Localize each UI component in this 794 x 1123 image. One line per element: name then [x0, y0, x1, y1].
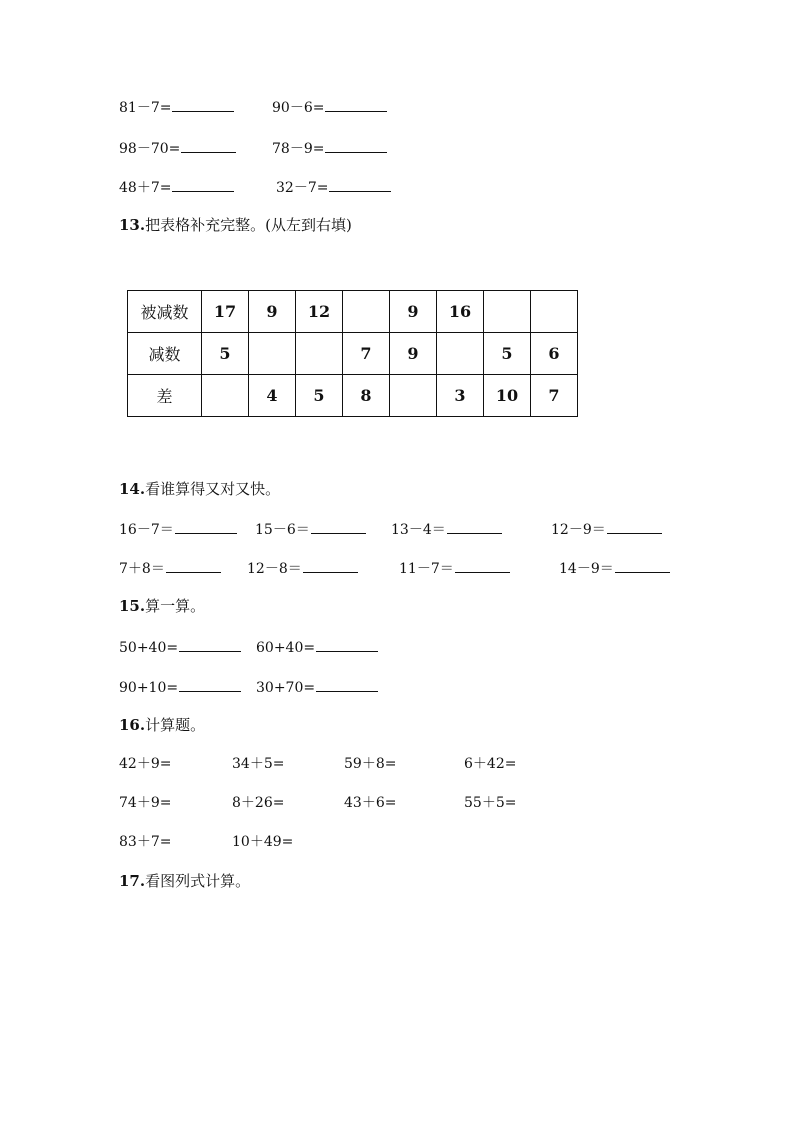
exercise-item [272, 97, 387, 117]
expression: 13－4＝ [391, 522, 446, 538]
question-number: 13. [119, 216, 146, 234]
expression: 11－7＝ [399, 561, 454, 577]
subtraction-table [127, 290, 578, 417]
expression: 78－9= [272, 141, 325, 157]
expression: 43＋6= [344, 795, 397, 811]
exercise-item [119, 519, 237, 539]
table-row [128, 291, 578, 333]
row-header: 减数 [128, 333, 202, 375]
question-number: 17. [119, 872, 146, 890]
expression: 50+40= [119, 640, 179, 656]
expression: 15－6＝ [255, 522, 310, 538]
exercise-item [464, 755, 516, 773]
expression: 10＋49= [232, 834, 294, 850]
expression: 32－7= [276, 180, 329, 196]
table-cell: 3 [437, 375, 484, 417]
table-cell-blank[interactable] [531, 291, 578, 333]
answer-blank[interactable] [181, 138, 236, 153]
table-cell: 4 [249, 375, 296, 417]
expression: 6＋42= [464, 756, 517, 772]
expression: 48＋7= [119, 180, 172, 196]
exercise-item [119, 677, 241, 697]
table-cell: 9 [390, 291, 437, 333]
answer-blank[interactable] [166, 558, 221, 573]
table-cell-blank[interactable] [202, 375, 249, 417]
exercise-item [344, 794, 396, 812]
table-cell-blank[interactable] [296, 333, 343, 375]
expression: 83＋7= [119, 834, 172, 850]
table-cell: 5 [296, 375, 343, 417]
answer-blank[interactable] [607, 519, 662, 534]
answer-blank[interactable] [172, 177, 234, 192]
exercise-item [119, 177, 234, 197]
question-title [119, 597, 205, 615]
exercise-item [344, 755, 396, 773]
answer-blank[interactable] [447, 519, 502, 534]
table-cell: 7 [531, 375, 578, 417]
expression: 34＋5= [232, 756, 285, 772]
table-cell: 9 [249, 291, 296, 333]
question-text: 计算题。 [145, 716, 206, 734]
table-cell: 16 [437, 291, 484, 333]
table-cell: 5 [484, 333, 531, 375]
answer-blank[interactable] [172, 97, 234, 112]
exercise-item [399, 558, 510, 578]
answer-blank[interactable] [179, 677, 241, 692]
answer-blank[interactable] [329, 177, 391, 192]
table-cell: 6 [531, 333, 578, 375]
exercise-item [247, 558, 358, 578]
question-text: 算一算。 [145, 597, 206, 615]
expression: 14－9＝ [559, 561, 614, 577]
table-cell: 8 [343, 375, 390, 417]
expression: 74＋9= [119, 795, 172, 811]
expression: 12－8＝ [247, 561, 302, 577]
expression: 42＋9= [119, 756, 172, 772]
answer-blank[interactable] [455, 558, 510, 573]
table-cell-blank[interactable] [437, 333, 484, 375]
expression: 7＋8＝ [119, 561, 165, 577]
question-number: 14. [119, 480, 146, 498]
exercise-item [551, 519, 662, 539]
exercise-item [119, 97, 234, 117]
expression: 55＋5= [464, 795, 517, 811]
question-number: 15. [119, 597, 146, 615]
table-row [128, 375, 578, 417]
answer-blank[interactable] [325, 97, 387, 112]
table-cell: 5 [202, 333, 249, 375]
question-title [119, 480, 280, 498]
table-cell-blank[interactable] [249, 333, 296, 375]
answer-blank[interactable] [303, 558, 358, 573]
exercise-item [559, 558, 670, 578]
exercise-item [256, 677, 378, 697]
table-cell: 7 [343, 333, 390, 375]
answer-blank[interactable] [179, 637, 241, 652]
answer-blank[interactable] [316, 677, 378, 692]
exercise-item [256, 637, 378, 657]
table-cell-blank[interactable] [484, 291, 531, 333]
exercise-item [119, 794, 171, 812]
question-text: 看图列式计算。 [145, 872, 251, 890]
expression: 16－7＝ [119, 522, 174, 538]
expression: 60+40= [256, 640, 316, 656]
table-cell-blank[interactable] [343, 291, 390, 333]
question-text: 把表格补充完整。(从左到右填) [145, 216, 352, 234]
question-title [119, 716, 205, 734]
question-title [119, 872, 250, 890]
expression: 98－70= [119, 141, 181, 157]
exercise-item [119, 755, 171, 773]
exercise-item [272, 138, 387, 158]
table-cell-blank[interactable] [390, 375, 437, 417]
expression: 90－6= [272, 100, 325, 116]
exercise-item [119, 637, 241, 657]
answer-blank[interactable] [325, 138, 387, 153]
expression: 30+70= [256, 680, 316, 696]
table-cell: 12 [296, 291, 343, 333]
expression: 12－9＝ [551, 522, 606, 538]
row-header: 差 [128, 375, 202, 417]
exercise-item [232, 794, 284, 812]
answer-blank[interactable] [175, 519, 237, 534]
answer-blank[interactable] [316, 637, 378, 652]
answer-blank[interactable] [311, 519, 366, 534]
exercise-item [119, 138, 236, 158]
exercise-item [391, 519, 502, 539]
expression: 8＋26= [232, 795, 285, 811]
exercise-item [276, 177, 391, 197]
expression: 81－7= [119, 100, 172, 116]
answer-blank[interactable] [615, 558, 670, 573]
question-title [119, 216, 352, 234]
expression: 59＋8= [344, 756, 397, 772]
exercise-item [464, 794, 516, 812]
table-cell: 9 [390, 333, 437, 375]
row-header: 被减数 [128, 291, 202, 333]
exercise-item [119, 833, 171, 851]
question-number: 16. [119, 716, 146, 734]
table-cell: 10 [484, 375, 531, 417]
exercise-item [119, 558, 221, 578]
question-text: 看谁算得又对又快。 [145, 480, 281, 498]
exercise-item [232, 755, 284, 773]
exercise-item [232, 833, 293, 851]
table-row [128, 333, 578, 375]
expression: 90+10= [119, 680, 179, 696]
exercise-item [255, 519, 366, 539]
table-cell: 17 [202, 291, 249, 333]
